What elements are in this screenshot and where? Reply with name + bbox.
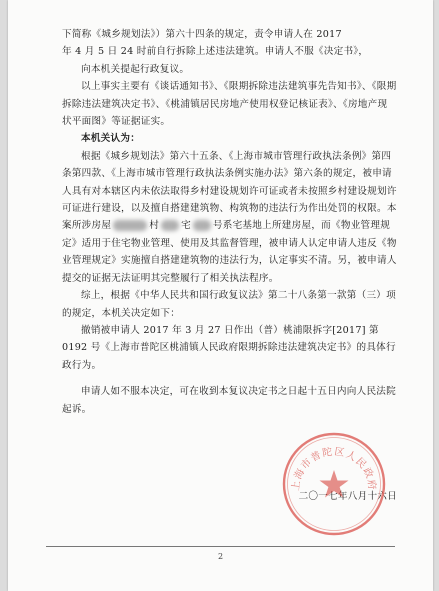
text-line: 年 4 月 5 日 24 时前自行拆除上述违法建筑。申请人不服《决定书》，: [62, 46, 369, 58]
text-line: 下简称《城乡规划法》）第六十四条的规定，责令申请人在 2017: [62, 29, 342, 40]
paragraph-decision: 撤销被申请人 2017 年 3 月 27 日作出（普）桃浦限拆字[2017] 第 0192 号《上海市普陀区桃浦镇人民政府限期拆除违法建筑决定书》的具体行政行为。: [62, 324, 396, 371]
redaction-mark: [113, 220, 147, 231]
document-body: [62, 26, 397, 502]
text-line: 向本机关提起行政复议。: [81, 63, 190, 75]
redaction-mark: [161, 220, 179, 231]
seal-text: 上海市普陀区人民政府: [290, 446, 378, 492]
paragraph-evidence: 以上事实主要有《谈话通知书》、《限期拆除违法建筑事先告知书》、《限期拆除违法建筑决定书》、《桃浦镇居民房地产使用权登记核证表》、《房地产现状平面图》等证据证实。: [62, 81, 397, 128]
star-icon: [320, 470, 349, 498]
reasoning-part-d: 号系宅基地上所建房屋，而《物业管理规定》适用于住宅物业管理、使用及其监督管理，被申请人认定申请人违反《物业管理规定》实施擅自搭建建筑物的违法行为，认定事实不清。另，被申请人提交的证据无法证明其完整履行了相关执法程序。: [62, 220, 397, 284]
section-heading: 本机关认为：: [81, 133, 141, 145]
redaction-mark: [193, 220, 211, 231]
paragraph-decision-intro: 综上，根据《中华人民共和国行政复议法》第二十八条第一款第（三）项的规定，本机关决定如下：: [62, 290, 396, 319]
document-date: 二〇一七年八月十六日: [298, 491, 397, 502]
page-number: 2: [217, 552, 224, 561]
paragraph-reasoning: [62, 148, 397, 287]
reasoning-part-a: 根据《城乡规划法》第六十五条、《上海市城市管理行政执法条例》第四条第四款、《上海市城市管理行政执法条例实施办法》第六条的规定，被申请人具有对本辖区内未依法取得乡村建设规划许可证或者未按照乡村建设规划许可证进行建设，以及擅自搭建建筑物、构筑物的违法行为作出处罚的权限。本案所涉房屋: [62, 150, 397, 232]
official-seal: [280, 430, 388, 538]
footer-rule: [46, 546, 395, 547]
paragraph-appeal: 申请人如不服本决定，可在收到本复议决定书之日起十五日内向人民法院起诉。: [62, 386, 396, 415]
reasoning-part-c: 宅: [181, 220, 191, 232]
document-page: [8, 0, 433, 591]
reasoning-part-b: 村: [149, 220, 160, 232]
